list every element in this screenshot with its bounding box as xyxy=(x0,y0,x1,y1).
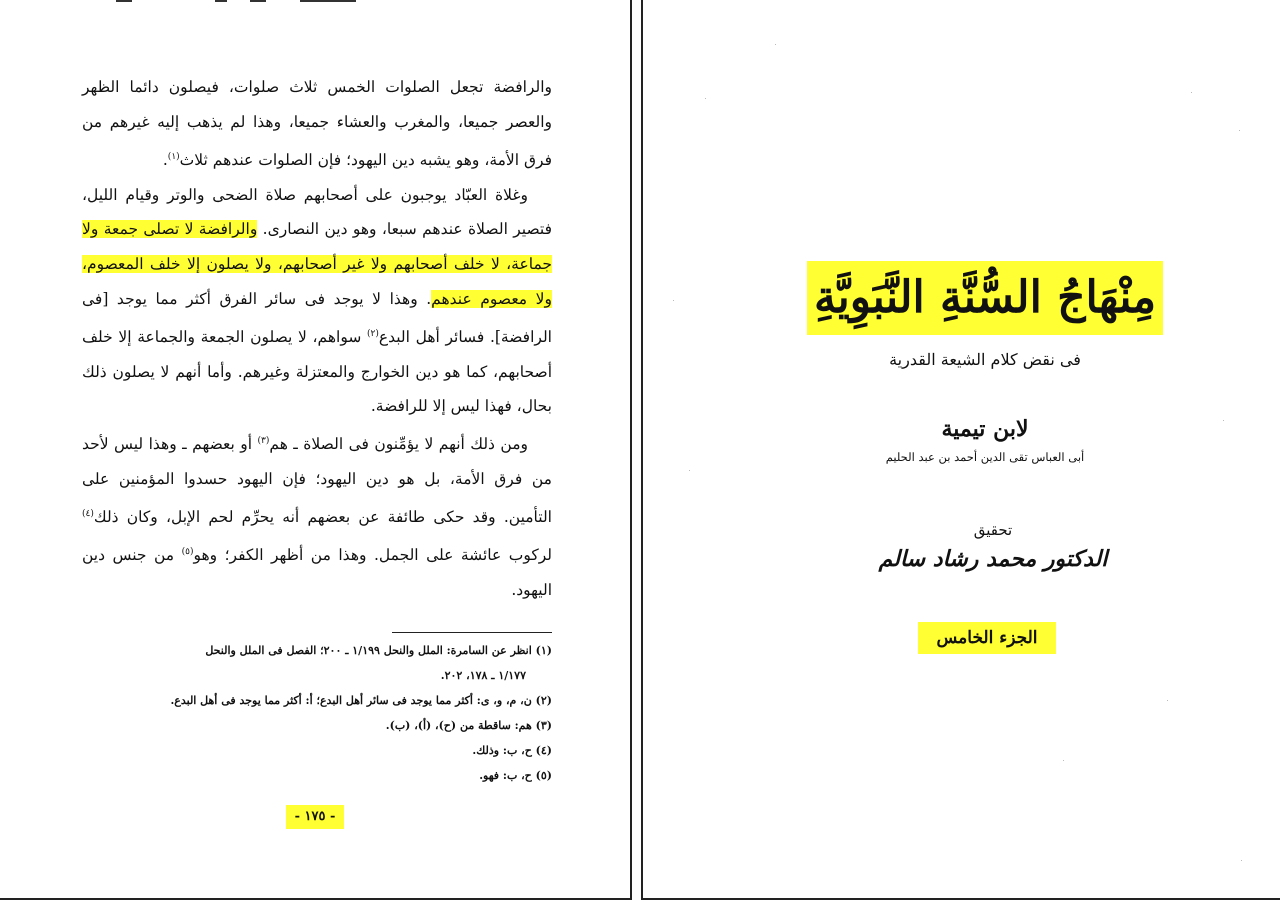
text-segment: . وهذا لا يوجد فى سائر الفرق أكثر مما يوجد [فى الرافضة]. فسائر أهل البدع xyxy=(82,289,552,346)
footnote-ref: (٣) xyxy=(257,436,270,447)
book-title xyxy=(807,261,1163,335)
footnote-number: (١) xyxy=(535,644,552,657)
text-segment: لركوب عائشة على الجمل. وهذا من أظهر الكفر؛ وهو xyxy=(193,546,553,565)
highlighted-text: والرافضة لا تصلى جمعة ولا جماعة، لا خلف أصحابهم ولا غير أصحابهم، ولا يصلون إلا خلف المعصوم، ولا معصوم عندهم xyxy=(82,220,552,308)
footnote-number: (٥) xyxy=(535,769,552,782)
title-page xyxy=(641,0,1280,900)
left-page xyxy=(0,0,632,900)
footnote-text: ن، م، و، ى: أكثر مما يوجد فى سائر أهل البدع؛ أ: أكثر مما يوجد فى أهل البدع. xyxy=(170,694,532,707)
footnotes xyxy=(84,638,552,788)
footnote xyxy=(84,688,552,713)
text-segment: والرافضة تجعل الصلوات الخمس ثلاث صلوات، فيصلون دائما الظهر والعصر جميعا، والمغرب والعشاء جميعا، وهذا لم يذهب إليه غيرهم من فرق الأمة، وهو يشبه دين اليهود؛ فإن الصلوات عندهم ثلاث xyxy=(82,78,552,169)
footnote-continuation: ١/١٧٧ ـ ١٧٨، ٢٠٢. xyxy=(440,669,526,682)
footnote-number: (٤) xyxy=(535,744,552,757)
footnote-number: (٣) xyxy=(535,719,552,732)
footnote-text: ح، ب: وذلك. xyxy=(472,744,532,757)
text-segment: ومن ذلك أنهم لا يؤمِّنون فى الصلاة ـ هم xyxy=(269,435,528,454)
footnote xyxy=(84,638,552,663)
page-number: - ١٧٥ - xyxy=(286,805,344,829)
text-segment: أو بعضهم ـ وهذا ليس لأحد من فرق الأمة، بل هو دين اليهود؛ فإن اليهود حسدوا المؤمنين على التأمين. وقد حكى طائفة عن بعضهم أنه يحرِّم لحم الإبل، وكان ذلك xyxy=(82,435,552,527)
text-segment: . xyxy=(162,150,168,169)
footnote-ref: (٥) xyxy=(181,546,194,557)
text-segment: وغلاة العبّاد يوجبون على أصحابهم صلاة الضحى والوتر وقيام الليل، فتصير الصلاة عندهم سبعا، وهو دين النصارى. xyxy=(82,185,552,239)
top-scan-mark xyxy=(116,0,132,2)
top-scan-mark xyxy=(215,0,227,2)
footnote-ref: (٢) xyxy=(366,328,379,339)
book-title-text: مِنْهَاجُ السُّنَّةِ النَّبَوِيَّةِ xyxy=(813,272,1157,323)
paragraph xyxy=(82,178,552,425)
top-scan-mark xyxy=(300,0,356,2)
body-text xyxy=(82,70,552,608)
paragraph xyxy=(82,424,552,607)
footnote-text: ح، ب: فهو. xyxy=(479,769,532,782)
text-segment: من جنس دين اليهود. xyxy=(82,546,552,599)
footnote xyxy=(84,713,552,738)
book-subtitle: فى نقض كلام الشيعة القدرية xyxy=(889,350,1081,369)
tahqiq-label: تحقيق xyxy=(973,521,1013,539)
footnote xyxy=(84,738,552,763)
author-full-name: أبى العباس تقى الدين أحمد بن عبد الحليم xyxy=(885,450,1085,464)
footnote-separator xyxy=(392,632,552,633)
footnote-ref: (٤) xyxy=(82,509,94,520)
footnote xyxy=(84,763,552,788)
text-segment: سواهم، لا يصلون الجمعة والجماعة إلا خلف أصحابهم، كما هو دين الخوارج والمعتزلة وغيرهم. وأما أنهم لا يصلون ذلك بحال، فهذا ليس إلا للرافضة. xyxy=(82,327,552,416)
author-name: لابن تيمية xyxy=(941,416,1029,442)
volume-label: الجزء الخامس xyxy=(918,622,1056,654)
footnote-number: (٢) xyxy=(535,694,552,707)
editor-name: الدكتور محمد رشاد سالم xyxy=(878,546,1108,572)
footnote-text: هم: ساقطة من (ح)، (أ)، (ب). xyxy=(385,719,532,732)
footnote-text: انظر عن السامرة: الملل والنحل ١/١٩٩ ـ ٢٠٠؛ الفصل فى الملل والنحل xyxy=(205,644,532,657)
paragraph xyxy=(82,70,552,178)
footnote-ref: (١) xyxy=(167,151,180,162)
top-scan-mark xyxy=(250,0,266,2)
